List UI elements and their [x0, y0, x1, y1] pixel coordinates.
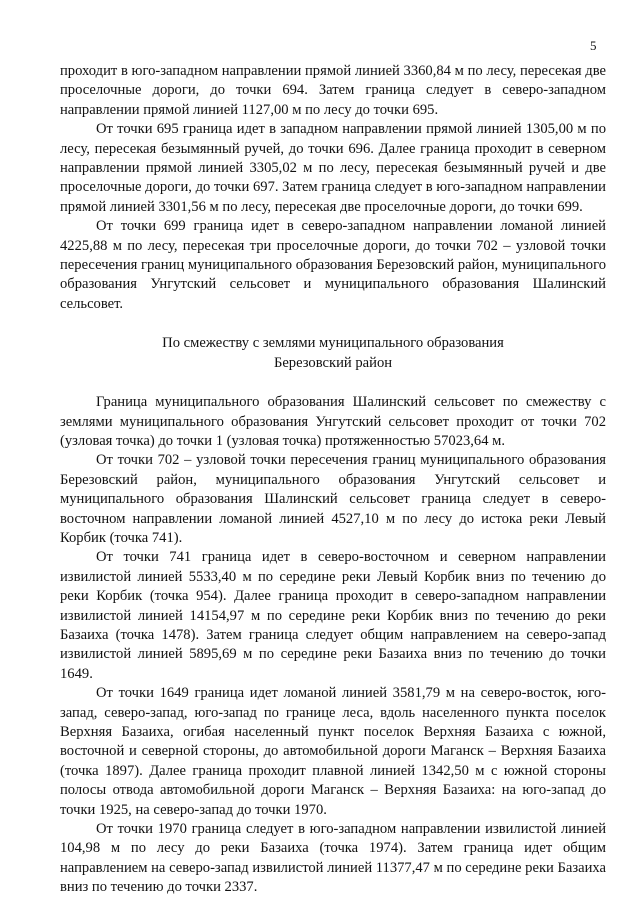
page-number: 5: [590, 38, 597, 53]
paragraph-point-741: От точки 741 граница идет в северо-восточном и северном направлении извилистой линией 5533,40 м по середине реки Левый Корбик вниз по течению до реки Корбик (точка 954). Далее граница проходит в северо-западном направлении извилистой линией 14154,97 м по середине реки Корбик вниз по течению до реки Базаиха (точка 1478). Затем граница следует общим направлением на северо-запад извилистой линией 5895,69 м по середине реки Базаиха вниз по течению до точки 1649.: [60, 549, 606, 682]
paragraph-point-1970: От точки 1970 граница следует в юго-западном направлении извилистой линией 104,98 м по лесу до реки Базаиха (точка 1974). Затем граница идет общим направлением на северо-запад извилистой линией 11377,47 м по середине реки Базаиха вниз по течению до точки 2337.: [60, 821, 606, 896]
section-heading-line-2: Березовский район: [273, 354, 393, 371]
paragraph-point-702: От точки 702 – узловой точки пересечения границ муниципального образования Березовский район, муниципального образования Унгутский сельсовет и муниципального образования Шалинский сельсовет граница следует в северо-восточном направлении ломаной линией 4527,10 м по лесу до истока реки Левый Корбик (точка 741).: [60, 452, 606, 546]
paragraph-boundary-summary: Граница муниципального образования Шалинский сельсовет по смежеству с землями муниципального образования Унгутский сельсовет проходит от точки 702 (узловая точка) до точки 1 (узловая точка) протяженностью 57023,64 м.: [60, 394, 606, 449]
section-heading: [60, 334, 606, 373]
section-heading-line-1: По смежеству с землями муниципального образования: [162, 335, 504, 352]
paragraph-continuation: проходит в юго-западном направлении прямой линией 3360,84 м по лесу, пересекая две проселочные дороги, до точки 694. Затем граница следует в северо-западном направлении прямой линией 1127,00 м по лесу до точки 695.: [60, 63, 606, 118]
paragraph-point-695: От точки 695 граница идет в западном направлении прямой линией 1305,00 м по лесу, пересекая безымянный ручей, до точки 696. Далее граница проходит в северном направлении прямой линией 3305,02 м по лесу, пересекая безымянный ручей и две проселочные дороги, до точки 697. Затем граница следует в юго-западном направлении прямой линией 3301,56 м по лесу, пересекая две проселочные дороги, до точки 699.: [60, 121, 606, 215]
paragraph-point-1649: От точки 1649 граница идет ломаной линией 3581,79 м на северо-восток, юго-запад, северо-запад, юго-запад по границе леса, вдоль населенного пункта поселок Верхняя Базаиха, огибая населенный пункт поселок Верхняя Базаиха с южной, восточной и северной стороны, до автомобильной дороги Маганск – Верхняя Базаиха (точка 1897). Далее граница проходит плавной линией 1342,50 м с южной стороны полосы отвода автомобильной дороги Маганск – Верхняя Базаиха: на юго-запад до точки 1925, на северо-запад до точки 1970.: [60, 685, 606, 818]
paragraph-point-699: От точки 699 граница идет в северо-западном направлении ломаной линией 4225,88 м по лесу, пересекая три проселочные дороги, до точки 702 – узловой точки пересечения границ муниципального образования Березовский район, муниципального образования Унгутский сельсовет и муниципального образования Шалинский сельсовет.: [60, 218, 606, 312]
document-body: [60, 62, 606, 898]
